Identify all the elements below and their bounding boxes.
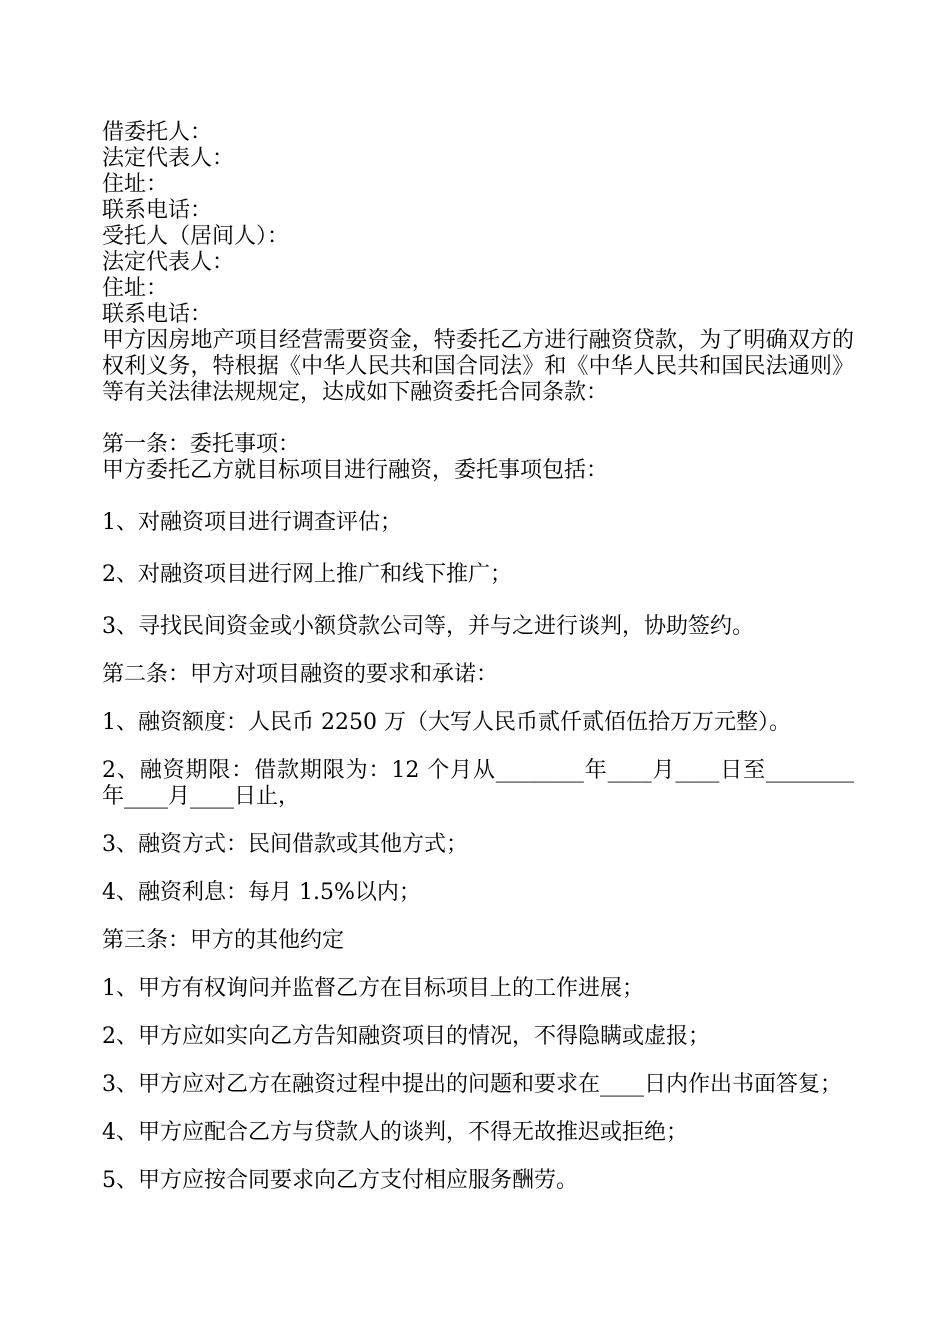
article-title: 第一条：委托事项：: [102, 432, 301, 457]
preamble-paragraph: 甲方因房地产项目经营需要资金，特委托乙方进行融资贷款，为了明确双方的权利义务，特根据《中华人民共和国合同法》和《中华人民共和国民法通则》等有关法律法规规定，达成如下融资委托合同条款：: [102, 328, 854, 405]
party-line: 法定代表人：: [102, 146, 235, 171]
article-3: [102, 928, 854, 1194]
party-line: 法定代表人：: [102, 250, 235, 275]
list-item: 5、甲方应按合同要求向乙方支付相应服务酬劳。: [102, 1168, 578, 1193]
article-1: [102, 432, 854, 640]
party-line: 受托人（居间人）：: [102, 224, 290, 249]
list-item: 1、甲方有权询问并监督乙方在目标项目上的工作进展；: [102, 976, 644, 1001]
party-line: 借委托人：: [102, 120, 213, 145]
article-2: [102, 662, 854, 906]
party-line: 联系电话：: [102, 302, 213, 327]
list-item: 2、对融资项目进行网上推广和线下推广；: [102, 562, 512, 587]
party-line: 住址：: [102, 276, 169, 301]
list-item: 3、甲方应对乙方在融资过程中提出的问题和要求在____日内作出书面答复；: [102, 1072, 842, 1097]
party-line: 联系电话：: [102, 198, 213, 223]
article-intro: 甲方委托乙方就目标项目进行融资，委托事项包括：: [102, 458, 609, 483]
list-item: 4、甲方应配合乙方与贷款人的谈判，不得无故推迟或拒绝；: [102, 1120, 688, 1145]
list-item: 1、对融资项目进行调查评估；: [102, 510, 402, 535]
list-item: 2、甲方应如实向乙方告知融资项目的情况，不得隐瞒或虚报；: [102, 1024, 710, 1049]
party-info: [102, 120, 854, 328]
list-item: 3、融资方式：民间借款或其他方式；: [102, 832, 468, 857]
list-item: 2、融资期限：借款期限为：12 个月从________年____月____日至________年____月____日止，: [102, 758, 854, 809]
contract-body: [102, 120, 854, 1194]
list-item: 3、寻找民间资金或小额贷款公司等，并与之进行谈判，协助签约。: [102, 614, 754, 639]
party-line: 住址：: [102, 172, 169, 197]
list-item: 4、融资利息：每月 1.5%以内；: [102, 880, 421, 905]
list-item: 1、融资额度：人民币 2250 万（大写人民币贰仟贰佰伍拾万万元整）。: [102, 710, 791, 735]
article-title: 第三条：甲方的其他约定: [102, 928, 345, 953]
article-title: 第二条：甲方对项目融资的要求和承诺：: [102, 662, 499, 687]
